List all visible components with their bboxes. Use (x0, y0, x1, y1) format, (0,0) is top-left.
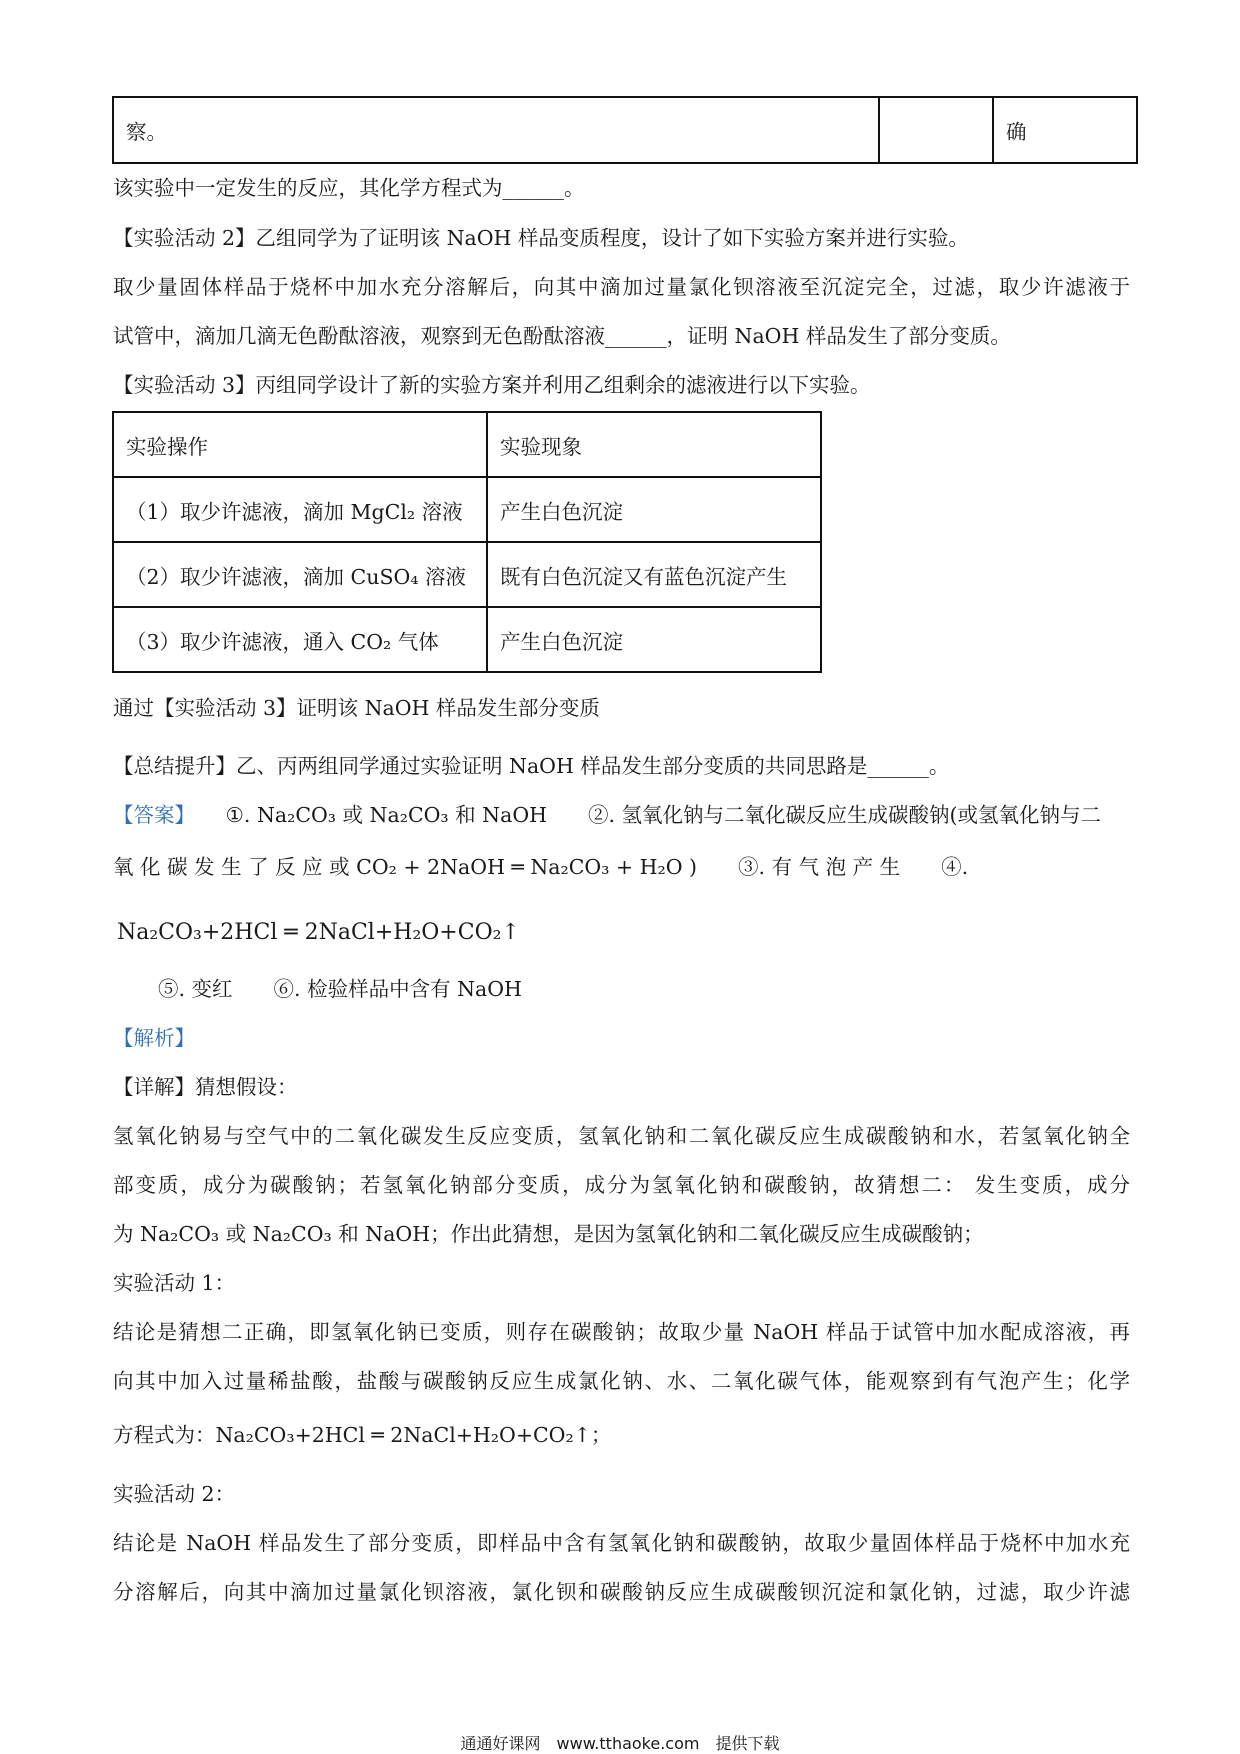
text-line: 为 Na₂CO₃ 或 Na₂CO₃ 和 NaOH；作出此猜想，是因为氢氧化钠和二氧化碳反应生成碳酸钠； (113, 1222, 984, 1246)
text-line: 通过【实验活动 3】证明该 NaOH 样品发生部分变质 (113, 696, 600, 720)
table-cell: 产生白色沉淀 (487, 607, 821, 672)
text-line: 试管中，滴加几滴无色酚酞溶液，观察到无色酚酞溶液______，证明 NaOH 样品发生了部分变质。 (113, 324, 1011, 348)
text-line: 结论是 NaOH 样品发生了部分变质，即样品中含有氢氧化钠和碳酸钠，故取少量固体样品于烧杯中加水充 (113, 1531, 1130, 1555)
table-cell: （1）取少许滤液，滴加 MgCl₂ 溶液 (113, 477, 487, 542)
top-table (112, 96, 1138, 164)
text-line: 氢氧化钠易与空气中的二氧化碳发生反应变质，氢氧化钠和二氧化碳反应生成碳酸钠和水，若氢氧化钠全 (113, 1124, 1130, 1148)
experiment-table (112, 411, 822, 673)
top-table-cell (879, 97, 993, 163)
answer-line (113, 800, 1130, 830)
text-line: 【实验活动 3】丙组同学设计了新的实验方案并利用乙组剩余的滤液进行以下实验。 (113, 373, 871, 397)
answer-text: ①. Na₂CO₃ 或 Na₂CO₃ 和 NaOH ②. 氢氧化钠与二氧化碳反应生成碳酸钠(或氢氧化钠与二 (225, 803, 1102, 827)
text-line: 取少量固体样品于烧杯中加水充分溶解后，向其中滴加过量氯化钡溶液至沉淀完全，过滤，取少许滤液于 (113, 275, 1130, 299)
text-line: 【实验活动 2】乙组同学为了证明该 NaOH 样品变质程度，设计了如下实验方案并进行实验。 (113, 226, 969, 250)
answer-tag: 【答案】 (113, 803, 195, 827)
text-line: 该实验中一定发生的反应，其化学方程式为______。 (113, 176, 585, 200)
top-table-cell: 察。 (113, 97, 879, 163)
text-line: 实验活动 1： (113, 1271, 236, 1295)
table-cell: （3）取少许滤液，通入 CO₂ 气体 (113, 607, 487, 672)
table-cell: 产生白色沉淀 (487, 477, 821, 542)
table-row (113, 542, 821, 607)
answer-formula: Na₂CO₃+2HCl ═ 2NaCl+H₂O+CO₂↑ (117, 920, 520, 945)
table-cell: （2）取少许滤液，滴加 CuSO₄ 溶液 (113, 542, 487, 607)
page-footer: 通通好课网 www.tthaoke.com 提供下载 (460, 1734, 780, 1753)
table-cell: 既有白色沉淀又有蓝色沉淀产生 (487, 542, 821, 607)
answer-line: 氧 化 碳 发 生 了 反 应 或 CO₂ + 2NaOH ═ Na₂CO₃ + H₂O ) ③. 有 气 泡 产 生 ④. (113, 855, 969, 879)
table-header: 实验操作 (113, 412, 487, 477)
table-header: 实验现象 (487, 412, 821, 477)
table-row (113, 412, 821, 477)
text-line: 【总结提升】乙、丙两组同学通过实验证明 NaOH 样品发生部分变质的共同思路是______。 (113, 754, 950, 778)
text-line: 【详解】猜想假设： (113, 1075, 298, 1099)
text-line: 结论是猜想二正确，即氢氧化钠已变质，则存在碳酸钠；故取少量 NaOH 样品于试管中加水配成溶液，再 (113, 1320, 1130, 1344)
text-line: 向其中加入过量稀盐酸，盐酸与碳酸钠反应生成氯化钠、水、二氧化碳气体，能观察到有气泡产生；化学 (113, 1369, 1130, 1393)
top-table-cell: 确 (993, 97, 1137, 163)
table-row (113, 477, 821, 542)
text-line: 分溶解后，向其中滴加过量氯化钡溶液，氯化钡和碳酸钠反应生成碳酸钡沉淀和氯化钠，过滤，取少许滤 (113, 1580, 1130, 1604)
table-row (113, 607, 821, 672)
analysis-tag: 【解析】 (113, 1026, 195, 1050)
text-line: 方程式为：Na₂CO₃+2HCl ═ 2NaCl+H₂O+CO₂↑； (113, 1423, 612, 1447)
text-line: 部变质，成分为碳酸钠；若氢氧化钠部分变质，成分为氢氧化钠和碳酸钠，故猜想二： 发生变质，成分 (113, 1173, 1130, 1197)
text-line: 实验活动 2： (113, 1482, 236, 1506)
answer-line: ⑤. 变红 ⑥. 检验样品中含有 NaOH (158, 977, 522, 1001)
